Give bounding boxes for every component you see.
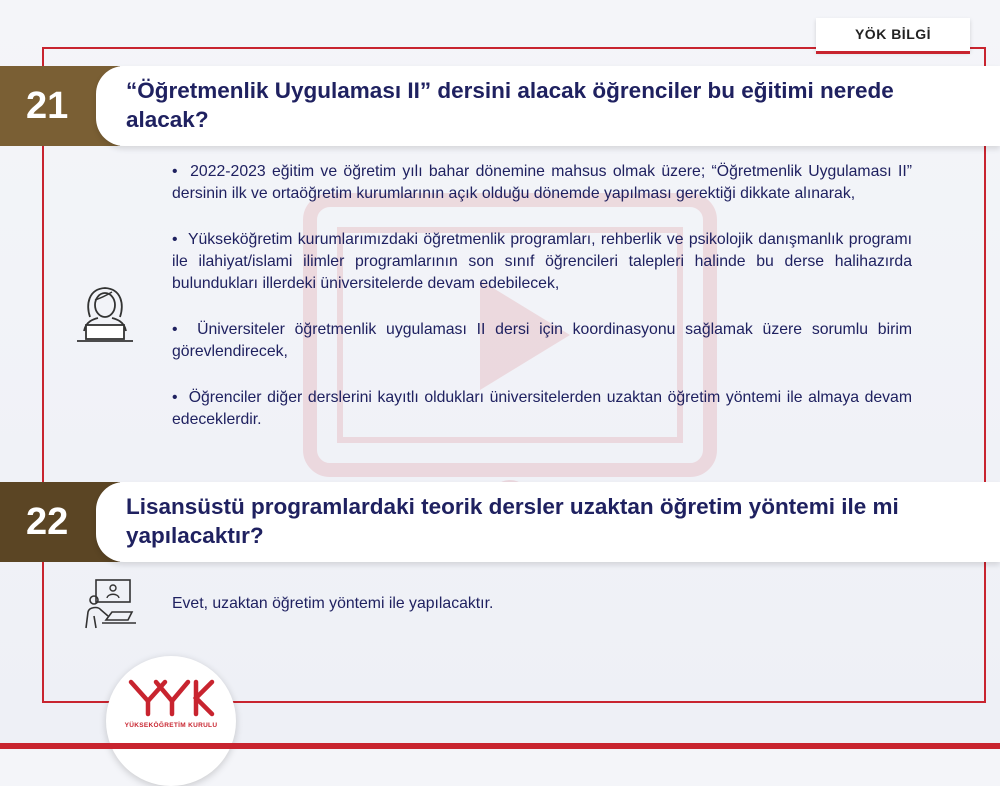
question-number-22: 22 — [0, 482, 120, 562]
question-22-answer: Evet, uzaktan öğretim yöntemi ile yapılacaktır. — [172, 595, 494, 612]
logo-caption: YÜKSEKÖĞRETİM KURULU — [124, 722, 218, 729]
yok-logo — [106, 656, 236, 786]
bullet-item: • Yükseköğretim kurumlarımızdaki öğretmenlik programları, rehberlik ve psikolojik danışmanlık programı ile ilahiyat/islami ilimler programlarının son sınıf öğrencileri talepleri halinde bu derse halihazırda bulundukları illerdeki üniversitelerde devam edebilecek, — [172, 231, 913, 292]
question-21-text: “Öğretmenlik Uygulaması II” dersini alacak öğrenciler bu eğitimi nerede alacak? — [126, 78, 894, 132]
question-number-21: 21 — [0, 66, 120, 146]
question-21-answers — [172, 161, 912, 431]
bullet-item: • 2022-2023 eğitim ve öğretim yılı bahar dönemine mahsus olmak üzere; “Öğretmenlik Uygulaması II” dersinin ilk ve ortaöğretim kurumlarının açık olduğu dönemde yapılması gerektiği dikkate alınarak, — [172, 163, 912, 202]
bullet-item: • Üniversiteler öğretmenlik uygulaması II dersi için koordinasyonu sağlamak üzere sorumlu birim görevlendirecek, — [172, 321, 913, 360]
bottom-accent-line — [0, 743, 1000, 749]
online-class-icon — [82, 578, 138, 630]
question-bar-21 — [96, 66, 1000, 146]
bullet-item: • Öğrenciler diğer derslerini kayıtlı oldukları üniversitelerden uzaktan öğretim yöntemi ile almaya devam edeceklerdir. — [172, 389, 913, 428]
question-bar-22 — [96, 482, 1000, 562]
yok-bilgi-tag: YÖK BİLGİ — [816, 18, 970, 51]
person-at-laptop-icon — [76, 283, 134, 345]
yok-logo-mark-icon — [106, 656, 236, 726]
question-22-text: Lisansüstü programlardaki teorik dersler uzaktan öğretim yöntemi ile mi yapılacaktır? — [126, 494, 899, 548]
